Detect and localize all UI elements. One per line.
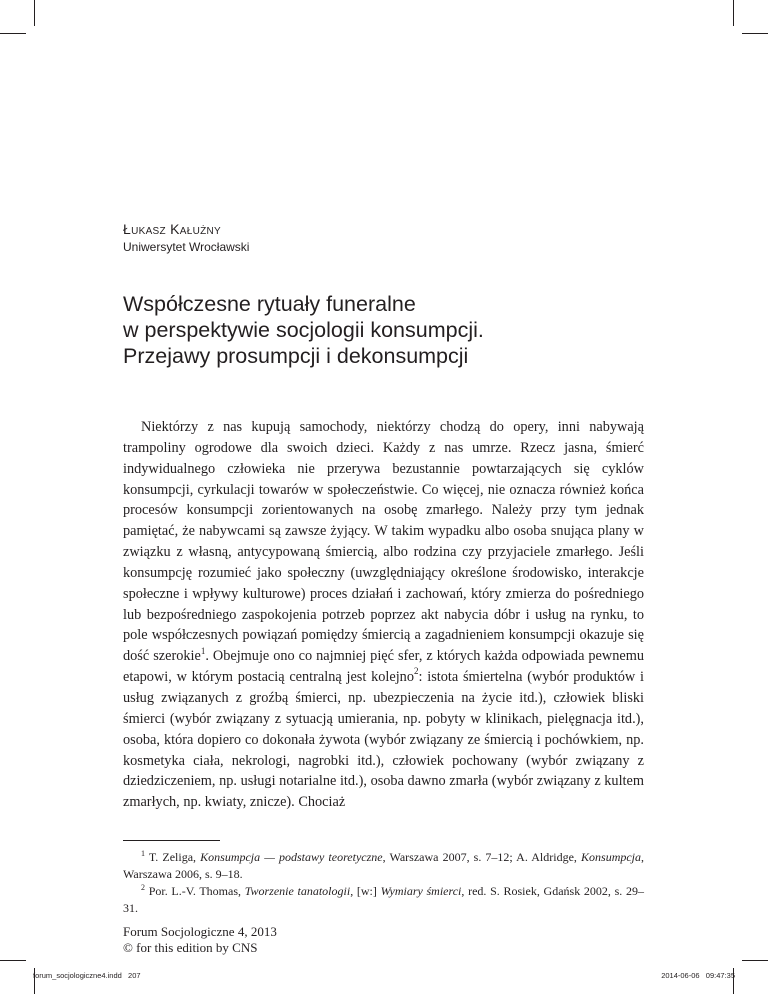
footnote-text: , Warszawa 2007, s. 7–12; A. Aldridge,	[382, 850, 582, 864]
crop-mark	[733, 0, 734, 26]
timestamp-slug: 2014-06-06 09:47:35	[661, 971, 735, 980]
footnote-ref-1: 1	[200, 645, 206, 656]
crop-mark	[34, 0, 35, 26]
author-affiliation: Uniwersytet Wrocławski	[123, 240, 250, 254]
journal-info	[123, 924, 277, 956]
article-body	[123, 417, 644, 813]
crop-mark	[742, 960, 768, 961]
title-line-3: Przejawy prosumpcji i dekonsumpcji	[123, 344, 469, 368]
footnote-work-title: Konsumpcja — podstawy teoretyczne	[200, 850, 383, 864]
footnote-text: , [w:]	[350, 884, 381, 898]
body-text-part-2: . Obejmuje ono co najmniej pięć sfer, z których każda odpowiada pewnemu etapowi, w którym postacią centralną jest kolejno	[123, 648, 644, 686]
footnote-text: , red. S. Rosiek, Gdańsk 2002, s. 29–31.	[123, 884, 644, 915]
copyright-line: © for this edition by CNS	[123, 940, 258, 955]
footnote-work-title: Wymiary śmierci	[380, 884, 462, 898]
file-slug: forum_socjologiczne4.indd 207	[33, 971, 141, 980]
footnote-2	[123, 883, 644, 917]
footnote-work-title: Tworzenie tanatologii	[244, 884, 351, 898]
footnote-number: 2	[141, 883, 145, 892]
body-text-part-3: : istota śmiertelna (wybór produktów i usług związanych z groźbą śmierci, np. ubezpieczenia na życie itd.), człowiek bliski śmierci (wybór związany z sytuacją umierania, np. pobyty w klinikach, pielęgnacja itd.), osoba, która dopiero co dokonała żywota (wybór związany ze śmiercią i pochówkiem, np. kosmetyka ciała, nekrologi, nagrobki itd.), człowiek pochowany (wybór związany z dziedziczeniem, np. usługi notarialne itd.), osoba dawno zmarła (wybór związany z kultem zmarłych, np. kwiaty, znicze). Chociaż	[123, 669, 644, 811]
author-name: Łukasz Kałużny	[123, 221, 222, 237]
title-line-2: w perspektywie socjologii konsumpcji.	[123, 318, 484, 342]
author-block	[123, 221, 249, 254]
body-paragraph	[123, 417, 644, 813]
footnote-text: , Warszawa 2006, s. 9–18.	[123, 850, 645, 881]
footnote-work-title: Konsumpcja	[581, 850, 642, 864]
crop-mark	[0, 33, 26, 34]
footnotes	[123, 849, 644, 917]
journal-name: Forum Socjologiczne 4, 2013	[123, 924, 277, 939]
footnote-number: 1	[141, 849, 145, 858]
body-text-part-1: Niektórzy z nas kupują samochody, niektórzy chodzą do opery, inni nabywają trampoliny ogrodowe dla swoich dzieci. Każdy z nas umrze. Rzecz jasna, śmierć indywidualnego człowieka nie przerywa bezustannie powtarzających się cyklów konsumpcji, cyrkulacji towarów w społeczeństwie. Co więcej, nie oznacza również końca procesów konsumpcji zorientowanych na osobę zmarłego. Należy przy tym jednak pamiętać, że nabywcami są zawsze żyjący. W takim wypadku albo osoba snująca plany w związku z własną, antycypowaną śmiercią, albo rodzina czy przyjaciele zmarłego. Jeśli konsumpcję rozumieć jako społeczny (uwzględniający określone środowisko, interakcje społeczne i wpływy kulturowe) proces działań i zachowań, który zmierza do pośredniego lub bezpośredniego zaspokojenia potrzeb poprzez akt nabycia dóbr i usług na rynku, to pole współczesnych powiązań pomiędzy śmiercią a zagadnieniem konsumpcji okazuje się dość szerokie	[123, 419, 644, 665]
footnote-separator	[123, 840, 220, 841]
title-line-1: Współczesne rytuały funeralne	[123, 292, 416, 316]
crop-mark	[0, 960, 26, 961]
footnote-1	[123, 849, 644, 883]
footnote-text: T. Zeliga,	[145, 850, 201, 864]
crop-mark	[742, 33, 768, 34]
footnote-ref-2: 2	[413, 666, 419, 677]
footnote-text: Por. L.-V. Thomas,	[145, 884, 245, 898]
article-title	[123, 291, 643, 369]
